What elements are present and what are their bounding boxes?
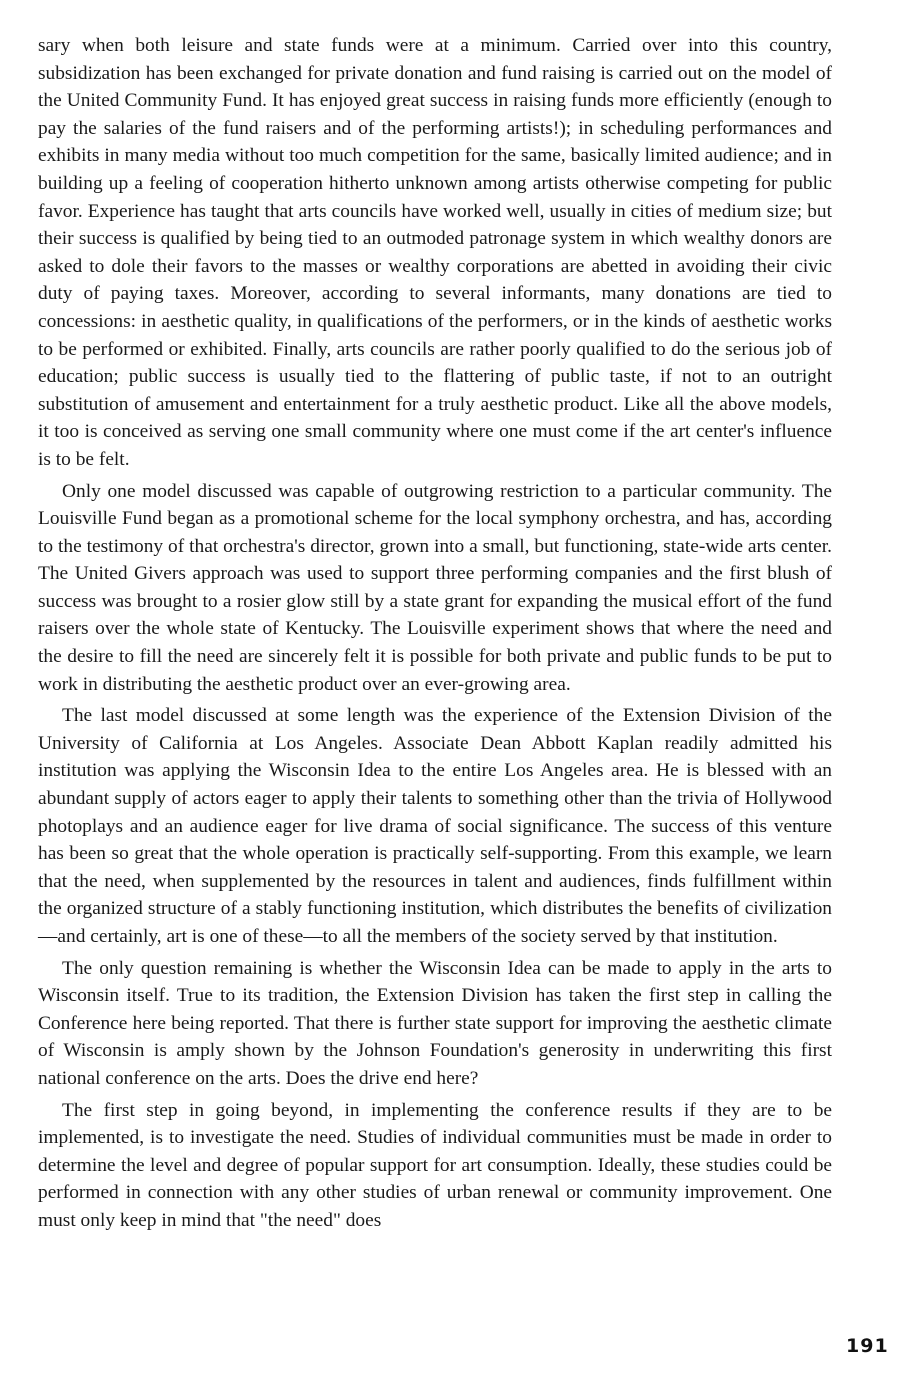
paragraph-wisconsin: The only question remaining is whether the Wisconsin Idea can be made to apply in the arts to Wisconsin itself. True to its tradition, the Extension Division has taken the first step in calling the Conference here being reported. That there is further state support for improving the aesthetic climate of Wisconsin is amply shown by the Johnson Foundation's generosity in underwriting this first national conference on the arts. Does the drive end here? bbox=[38, 957, 832, 1089]
paragraph-ucla: The last model discussed at some length was the experience of the Extension Division of the University of California at Los Angeles. Associate Dean Abbott Kaplan readily admitted his institution was applying the Wisconsin Idea to the entire Los Angeles area. He is blessed with an abundant supply of actors eager to apply their talents to something other than the trivia of Hollywood photoplays and an audience eager for live drama of social significance. The success of this venture has been so great that the whole operation is practically self-supporting. From this example, we learn that the need, when supplemented by the resources in talent and audiences, finds fulfillment within the organized structure of a stably functioning institution, which distributes the benefits of civilization—and certainly, art is one of these—to all the members of the society served by that institution. bbox=[38, 705, 832, 947]
paragraph-continuation: sary when both leisure and state funds were at a minimum. Carried over into this country, subsidization has been exchanged for private donation and fund raising is carried out on the model of the United Community Fund. It has enjoyed great success in raising funds more efficiently (enough to pay the salaries of the fund raisers and of the performing artists!); in scheduling performances and exhibits in many media without too much competition for the same, basically limited audience; and in building up a feeling of cooperation hitherto unknown among artists otherwise competing for public favor. Experience has taught that arts councils have worked well, usually in cities of medium size; but their success is qualified by being tied to an outmoded patronage system in which wealthy donors are asked to dole their favors to the masses or wealthy corporations are abetted in avoiding their civic duty of paying taxes. Moreover, according to several informants, many donations are tied to concessions: in aesthetic quality, in qualifications of the performers, or in the kinds of aesthetic works to be performed or exhibited. Finally, arts councils are rather poorly qualified to do the serious job of education; public success is usually tied to the flattering of public taste, if not to an outright substitution of amusement and entertainment for a truly aesthetic product. Like all the above models, it too is conceived as serving one small community where one must come if the art center's influence is to be felt. bbox=[38, 35, 832, 470]
page-body bbox=[38, 32, 832, 1239]
page-number: 191 bbox=[846, 1335, 889, 1357]
paragraph-louisville: Only one model discussed was capable of outgrowing restriction to a particular community. The Louisville Fund began as a promotional scheme for the local symphony orchestra, and has, according to the testimony of that orchestra's director, grown into a small, but functioning, state-wide arts center. The United Givers approach was used to support three performing companies and the first blush of success was brought to a rosier glow still by a state grant for expanding the musical effort of the fund raisers over the whole state of Kentucky. The Louisville experiment shows that where the need and the desire to fill the need are sincerely felt it is possible for both private and public funds to be put to work in distributing the aesthetic product over an ever-growing area. bbox=[38, 480, 832, 695]
paragraph-first-step: The first step in going beyond, in implementing the conference results if they are to be implemented, is to investigate the need. Studies of individual communities must be made in order to determine the level and degree of popular support for art consumption. Ideally, these studies could be performed in connection with any other studies of urban renewal or community improvement. One must only keep in mind that "the need" does bbox=[38, 1099, 832, 1231]
